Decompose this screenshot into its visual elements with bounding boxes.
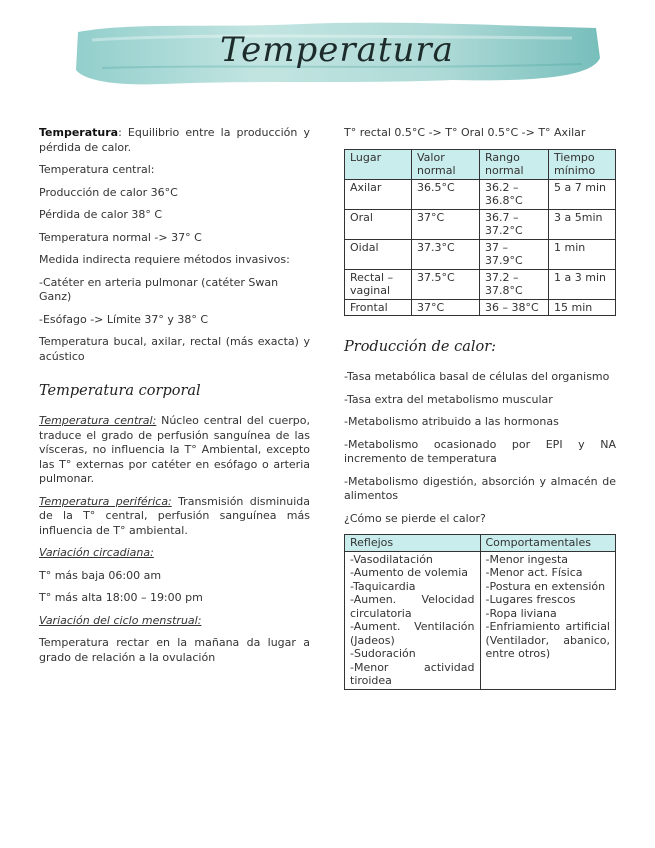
list-item: -Aumen. Velocidad circulatoria [350, 593, 475, 620]
temperature-table [344, 149, 616, 317]
table-row [345, 239, 616, 269]
table-cell: 1 min [549, 239, 616, 269]
table-header-cell: Comportamentales [480, 535, 616, 552]
table-cell: 1 a 3 min [549, 269, 616, 299]
list-item: -Menor ingesta [485, 552, 569, 566]
production-item: -Tasa extra del metabolismo muscular [344, 392, 553, 406]
comportamentales-cell [480, 551, 616, 689]
menstrual-text: Temperatura rectar en la mañana da lugar a grado de relación a la ovulación [39, 636, 310, 664]
peripheral-paragraph [39, 495, 310, 539]
note-line: -Catéter en arteria pulmonar (catéter Swan Ganz) [39, 275, 279, 303]
table-row [345, 299, 616, 316]
list-item: -Ropa liviana [485, 606, 557, 620]
page-title: Temperatura [220, 30, 454, 70]
table-row [345, 179, 616, 209]
list-item: -Enfriamiento artificial (Ventilador, abanico, entre otros) [485, 620, 610, 660]
circadian-label: Variación circadiana: [39, 546, 154, 559]
table-cell: 36.7 – 37.2°C [480, 209, 549, 239]
section-title-produccion-de-calor: Producción de calor: [344, 339, 497, 355]
table-cell: 15 min [549, 299, 616, 316]
left-column [39, 126, 310, 673]
reflejos-cell [345, 551, 481, 689]
table-cell: 5 a 7 min [549, 179, 616, 209]
table-header-cell: Lugar [345, 149, 412, 179]
note-line: Temperatura central: [39, 163, 155, 176]
table-cell: Rectal – vaginal [345, 269, 412, 299]
right-column [344, 126, 616, 690]
table-cell: Oidal [345, 239, 412, 269]
table-row [345, 551, 616, 689]
production-item: -Tasa metabólica basal de células del organismo [344, 370, 610, 383]
list-item: -Aumento de volemia [350, 566, 469, 579]
peripheral-text: Transmisión disminuida de la T° central, perfusión sanguínea más influencia de T° ambiental. [39, 494, 310, 537]
list-item: -Menor act. Física [485, 566, 583, 579]
list-item: -Menor actividad tiroidea [350, 660, 475, 687]
table-cell: 36 – 38°C [480, 299, 549, 316]
note-line: Producción de calor 36°C [39, 185, 178, 199]
table-header-row [345, 149, 616, 179]
table-cell: 36.5°C [412, 179, 480, 209]
table-cell: 3 a 5min [549, 209, 616, 239]
table-cell: 37.2 – 37.8°C [480, 269, 549, 299]
table-header-cell: Reflejos [345, 535, 481, 552]
list-item: -Vasodilatación [350, 552, 433, 566]
note-line: Temperatura normal -> 37° C [39, 230, 202, 244]
title-banner [72, 18, 602, 90]
table-header-cell: Rango normal [480, 149, 549, 179]
production-item: -Metabolismo atribuido a las hormonas [344, 415, 559, 428]
list-item: -Sudoración [350, 647, 416, 660]
table-cell: 37.3°C [412, 239, 480, 269]
peripheral-label: Temperatura periférica: [39, 494, 172, 508]
list-item: -Lugares frescos [485, 593, 576, 606]
list-item: -Aument. Ventilación (Jadeos) [350, 620, 475, 647]
definition-text: : Equilibrio entre la producción y pérdida de calor. [39, 126, 310, 154]
section-title-temperatura-corporal: Temperatura corporal [39, 383, 201, 399]
central-text: Núcleo central del cuerpo, traduce el grado de perfusión sanguínea de las vísceras, no influencia la T° Ambiental, excepto las T° externas por catéter en esófago o arteria pulmonar. [39, 414, 310, 485]
circadian-low: T° más baja 06:00 am [39, 568, 162, 582]
list-item: -Taquicardia [350, 579, 416, 593]
central-paragraph [39, 414, 310, 487]
table-cell: 37.5°C [412, 269, 480, 299]
table-cell: 36.2 – 36.8°C [480, 179, 549, 209]
table-header-cell: Tiempo mínimo [549, 149, 616, 179]
definition [39, 126, 310, 155]
production-item: -Metabolismo ocasionado por EPI y NA incremento de temperatura [344, 437, 616, 465]
conversion-line: T° rectal 0.5°C -> T° Oral 0.5°C -> T° Axilar [344, 126, 586, 139]
table-cell: Frontal [345, 299, 412, 316]
definition-term: Temperatura [39, 126, 119, 139]
menstrual-label: Variación del ciclo menstrual: [39, 613, 202, 627]
heat-loss-table [344, 534, 616, 690]
note-line: Pérdida de calor 38° C [39, 208, 163, 221]
table-cell: 37°C [412, 299, 480, 316]
table-cell: 37°C [412, 209, 480, 239]
production-item: -Metabolismo digestión, absorción y almacén de alimentos [344, 474, 616, 502]
table-cell: Axilar [345, 179, 412, 209]
note-line: Temperatura bucal, axilar, rectal (más exacta) y acústico [39, 335, 310, 363]
table-cell: 37 – 37.9°C [480, 239, 549, 269]
table-cell: Oral [345, 209, 412, 239]
heat-loss-question: ¿Cómo se pierde el calor? [344, 511, 486, 525]
table-header-row [345, 535, 616, 552]
circadian-high: T° más alta 18:00 – 19:00 pm [39, 591, 203, 604]
note-line: -Esófago -> Límite 37° y 38° C [39, 312, 209, 326]
table-row [345, 209, 616, 239]
central-label: Temperatura central: [39, 414, 157, 427]
table-header-cell: Valor normal [412, 149, 480, 179]
note-line: Medida indirecta requiere métodos invasivos: [39, 253, 290, 266]
table-row [345, 269, 616, 299]
list-item: -Postura en extensión [485, 579, 606, 593]
